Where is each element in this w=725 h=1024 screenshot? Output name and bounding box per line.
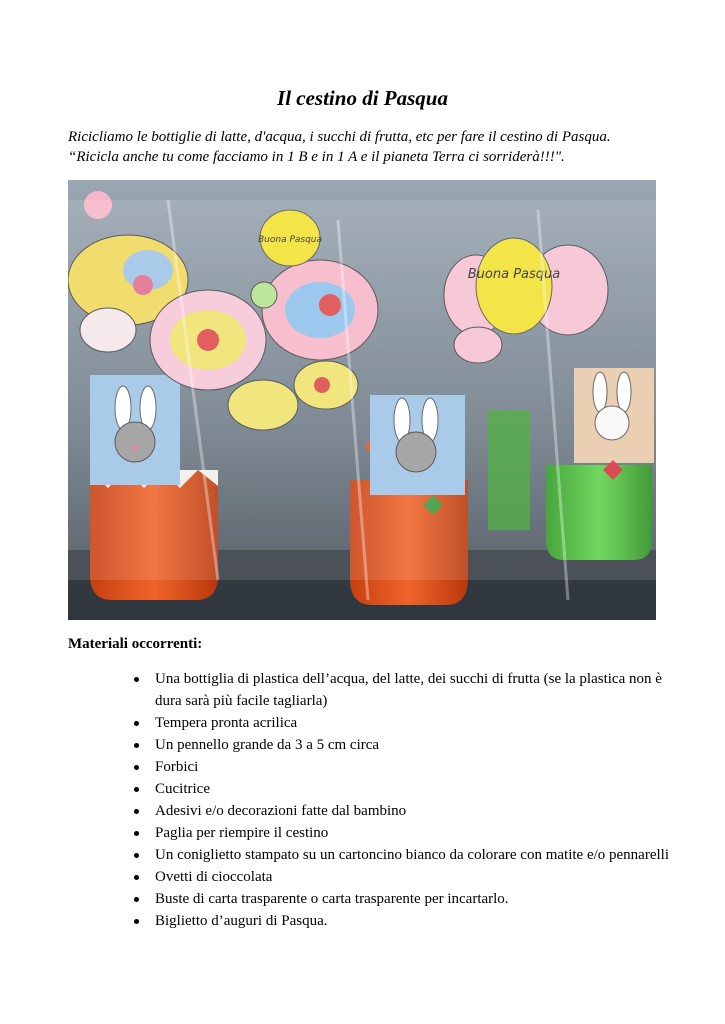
- tag-text-left: Buona Pasqua: [257, 235, 323, 245]
- list-item: Forbici: [132, 756, 672, 778]
- list-item: Adesivi e/o decorazioni fatte dal bambino: [132, 800, 672, 822]
- list-item: Un pennello grande da 3 a 5 cm circa: [132, 734, 672, 756]
- list-item: Una bottiglia di plastica dell’acqua, del latte, dei succhi di frutta (se la plastica non è dura sarà più facile tagliarla): [132, 668, 672, 712]
- list-item: Biglietto d’auguri di Pasqua.: [132, 910, 672, 932]
- list-item: Paglia per riempire il cestino: [132, 822, 672, 844]
- bullet: [134, 765, 139, 770]
- materials-heading: Materiali occorrenti:: [68, 636, 203, 652]
- list-item: Ovetti di cioccolata: [132, 866, 672, 888]
- bullet: [134, 831, 139, 836]
- tag-text-right: Buona Pasqua: [467, 267, 561, 282]
- materials-list: [132, 668, 672, 932]
- bullet: [134, 787, 139, 792]
- list-item: Tempera pronta acrilica: [132, 712, 672, 734]
- page-title: Il cestino di Pasqua: [277, 86, 448, 110]
- bullet: [134, 809, 139, 814]
- list-item: Buste di carta trasparente o carta trasparente per incartarlo.: [132, 888, 672, 910]
- easter-basket-photo: [68, 180, 656, 620]
- intro-line-2: “Ricicla anche tu come facciamo in 1 B e in 1 A e il pianeta Terra ci sorriderà!!!".: [68, 149, 565, 165]
- list-item: Un coniglietto stampato su un cartoncino bianco da colorare con matite e/o pennarelli: [132, 844, 672, 866]
- bullet: [134, 743, 139, 748]
- intro-paragraph: [68, 127, 668, 167]
- bullet: [134, 897, 139, 902]
- bullet: [134, 677, 139, 682]
- bullet: [134, 875, 139, 880]
- bullet: [134, 919, 139, 924]
- bullet: [134, 721, 139, 726]
- bullet: [134, 853, 139, 858]
- list-item: Cucitrice: [132, 778, 672, 800]
- intro-line-1: Ricicliamo le bottiglie di latte, d'acqua, i succhi di frutta, etc per fare il cestino di Pasqua.: [68, 129, 611, 145]
